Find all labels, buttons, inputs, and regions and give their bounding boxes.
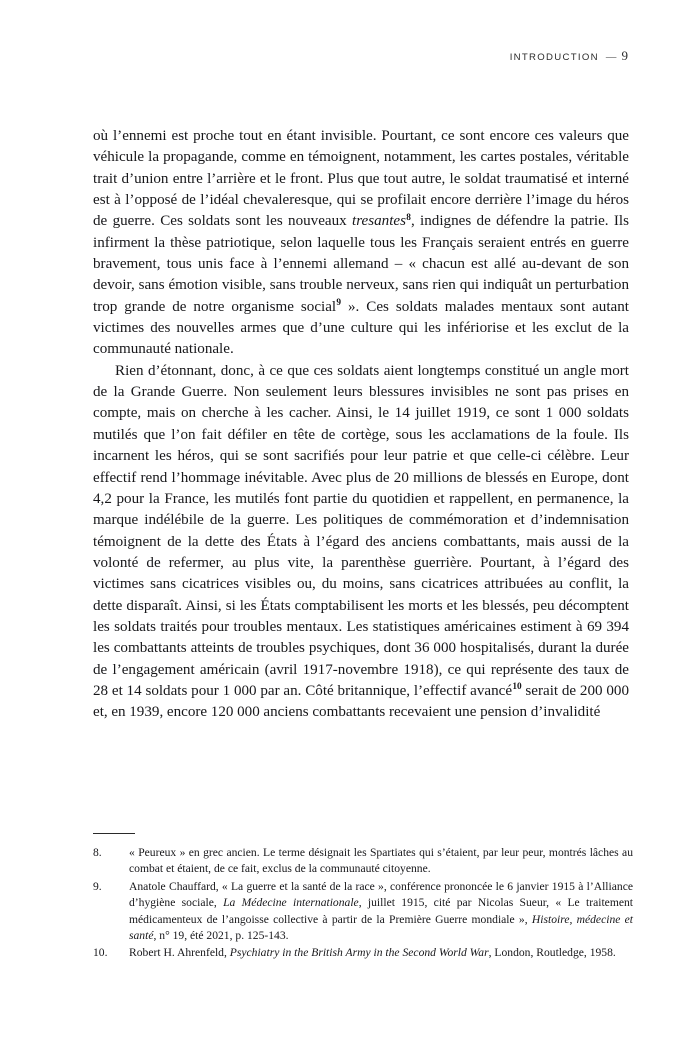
- footnote-9-number: 9.: [93, 879, 102, 893]
- footnote-9-text-c: , n° 19, été 2021, p. 125-143.: [153, 929, 289, 943]
- paragraph-1-text-a: où l’ennemi est proche tout en étant invisible. Pourtant, ce sont encore ces valeurs que véhicule la propagande, comme en témoignent, notamment, les cartes postales, véritable trait d’union entre l’arrière et le front. Plus que tout autre, le soldat traumatisé et interné est à l’opposé de l’idéal chevaleresque, qui se profilait encore derrière l’image du héros de guerre. Ces soldats sont les nouveaux: [93, 128, 629, 230]
- footnote-9-journal-title-2: Histoire, médecine et santé: [129, 912, 634, 943]
- footnote-8-text: « Peureux » en grec ancien. Le terme désignait les Spartiates qui s’étaient, par leur peur, montrés lâches au combat et étaient, de ce fait, exclus de la communauté citoyenne.: [129, 846, 633, 876]
- paragraph-2-text-b: serait de 200 000 et, en 1939, encore 120 000 anciens combattants recevaient une pension d’invalidité: [93, 682, 629, 721]
- running-head: [93, 48, 628, 64]
- footnote-separator-rule: [93, 833, 135, 834]
- paragraph-1-text-b: , indignes de défendre la patrie. Ils infirment la thèse patriotique, selon laquelle tous les Français seraient entrés en guerre bravement, tous unis face à l’ennemi allemand – « chacun est allé au-devant de son devoir, sans émotion visible, sans trouble nerveux, sans rien qui indiquât un perturbation trop grande de notre organisme social: [93, 213, 629, 315]
- paragraph-1: [93, 126, 629, 361]
- running-head-title: INTRODUCTION: [509, 52, 599, 63]
- text-block: [93, 126, 629, 724]
- footnote-9-journal-title: La Médecine internationale: [223, 896, 359, 910]
- paragraph-1-text-c: ». Ces soldats malades mentaux sont autant victimes des nouvelles armes que d’une culture qui les infériorise et les exclut de la communauté nationale.: [93, 298, 629, 358]
- page-number: 9: [621, 48, 628, 63]
- footnote-8: [93, 845, 633, 878]
- footnote-ref-10[interactable]: 10: [512, 682, 522, 693]
- footnote-9-text-a: Anatole Chauffard, « La guerre et la santé de la race », conférence prononcée le 6 janvier 1915 à l’Alliance d’hygiène sociale,: [129, 879, 633, 910]
- paragraph-2: [93, 361, 629, 724]
- footnote-ref-8[interactable]: 8: [406, 212, 411, 223]
- footnote-ref-9[interactable]: 9: [336, 297, 342, 308]
- footnote-10: [93, 945, 633, 961]
- footnotes-section: [93, 833, 633, 963]
- footnote-10-text-b: , London, Routledge, 1958.: [488, 946, 616, 960]
- paragraph-2-text-a: Rien d’étonnant, donc, à ce que ces soldats aient longtemps constitué un angle mort de la Grande Guerre. Non seulement leurs blessures invisibles ne sont pas prises en compte, mais on cherche à les cacher. Ainsi, le 14 juillet 1919, ce sont 1 000 soldats mutilés que l’on fait défiler en tête de cortège, sous les acclamations de la foule. Ils incarnent les héros, qui se sont sacrifiés pour leur patrie et que celle-ci célèbre. Leur effectif rend l’hommage inévitable. Avec plus de 20 millions de blessés en Europe, dont 4,2 pour la France, les mutilés font partie du quotidien et rappellent, en permanence, la marque indélébile de la guerre. Les politiques de commémoration et d’indemnisation témoignent de la dette des États à l’égard des anciens combattants, mais aussi de la volonté de refermer, au plus vite, la parenthèse guerrière. Pourtant, à l’égard des victimes sans cicatrices visibles ou, du moins, sans cicatrices attribuées au conflit, la dette disparaît. Ainsi, si les États comptabilisent les morts et les blessés, peu décomptent les soldats traités pour troubles mentaux. Les statistiques américaines estiment à 69 394 les combattants atteints de troubles psychiques, dont 36 000 hospitalisés, durant la durée de l’engagement américain (avril 1917-novembre 1918), ce qui représente des taux de 28 et 14 soldats pour 1 000 par an. Côté britannique, l’effectif avancé: [93, 362, 629, 699]
- footnote-9: [93, 879, 633, 945]
- footnote-10-text-a: Robert H. Ahrenfeld,: [129, 946, 230, 960]
- footnote-9-text-b: , juillet 1915, cité par Nicolas Sueur, « Le traitement médicamenteux de l’angoisse collective à partir de la Première Guerre mondiale »,: [129, 896, 634, 926]
- footnote-10-number: 10.: [93, 946, 108, 960]
- footnote-8-number: 8.: [93, 846, 102, 859]
- footnote-10-book-title: Psychiatry in the British Army in the Second World War: [229, 946, 489, 960]
- term-tresantes: tresantes: [352, 213, 406, 230]
- running-head-dash: —: [605, 52, 618, 63]
